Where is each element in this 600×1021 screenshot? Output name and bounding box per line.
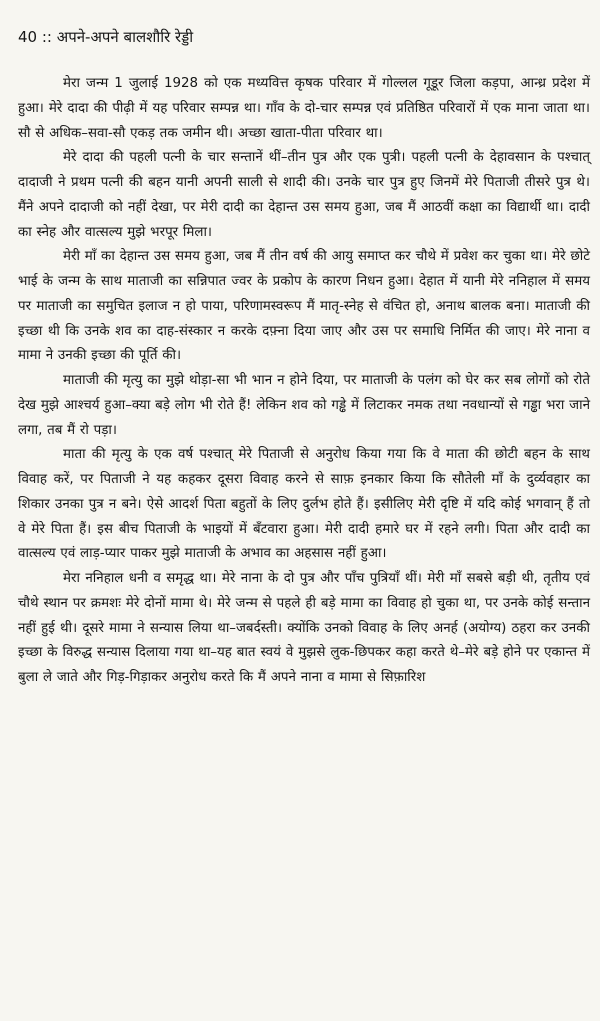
paragraph: मेरे दादा की पहली पत्नी के चार सन्तानें थीं–तीन पुत्र और एक पुत्री। पहली पत्नी के देहावसान के पश्चात् दादाजी ने प्रथम पत्नी की बहन यानी अपनी साली से शादी की। उनके चार पुत्र हुए जिनमें मेरे पिताजी तीसरे पुत्र थे। मैंने अपने दादाजी को नहीं देखा, पर मेरी दादी का देहान्त उस समय हुआ, जब मैं आठवीं कक्षा का विद्यार्थी था। दादी का स्नेह और वात्सल्य मुझे भरपूर मिला। — [18, 150, 590, 240]
paragraph: माता की मृत्यु के एक वर्ष पश्चात् मेरे पिताजी से अनुरोध किया गया कि वे माता की छोटी बहन के साथ विवाह करें, पर पिताजी ने यह कहकर दूसरा विवाह करने से साफ़ इनकार किया कि सौतेली माँ के दुर्व्यवहार का शिकार उनका पुत्र न बने। ऐसे आदर्श पिता बहुतों के लिए दुर्लभ होते हैं। इसीलिए मेरी दृष्टि में यदि कोई भगवान् हैं तो वे मेरे पिता हैं। इस बीच पिताजी के भाइयों में बँटवारा हुआ। मेरी दादी हमारे घर में रहने लगी। पिता और दादी का वात्सल्य एवं लाड़-प्यार पाकर मुझे माताजी के अभाव का अहसास नहीं हुआ। — [18, 447, 590, 562]
paragraph: मेरा जन्म 1 जुलाई 1928 को एक मध्यवित्त कृषक परिवार में गोल्लल गूडूर जिला कड़पा, आन्ध्र प्रदेश में हुआ। मेरे दादा की पीढ़ी में यह परिवार सम्पन्न था। गाँव के दो-चार सम्पन्न एवं प्रतिष्ठित परिवारों में एक माना जाता था। सौ से अधिक–सवा-सौ एकड़ तक जमीन थी। अच्छा खाता-पीता परिवार था। — [18, 76, 590, 141]
paragraph: माताजी की मृत्यु का मुझे थोड़ा-सा भी भान न होने दिया, पर माताजी के पलंग को घेर कर सब लोगों को रोते देख मुझे आश्चर्य हुआ–क्या बड़े लोग भी रोते हैं! लेकिन शव को गड्ढे में लिटाकर नमक तथा नवधान्यों से गड्ढा भरा जाने लगा, तब मैं रो पड़ा। — [18, 373, 590, 438]
running-head: 40 :: अपने-अपने बालशौरि रेड्डी — [18, 28, 194, 46]
paragraph: मेरा ननिहाल धनी व समृद्ध था। मेरे नाना के दो पुत्र और पाँच पुत्रियाँ थीं। मेरी माँ सबसे बड़ी थी, तृतीय एवं चौथे स्थान पर क्रमशः मेरे दोनों मामा थे। मेरे जन्म से पहले ही बड़े मामा का विवाह हो चुका था, पर उनके कोई सन्तान नहीं हुई थी। दूसरे मामा ने सन्यास लिया था–जबर्दस्ती। क्योंकि उनको विवाह के लिए अनर्ह (अयोग्य) ठहरा कर उनकी इच्छा के विरुद्ध सन्यास दिलाया गया था–यह बात स्वयं वे मुझसे लुक-छिपकर कहा करते थे–मेरे बड़े होने पर एकान्त में बुला ले जाते और गिड़-गिड़ाकर अनुरोध करते कि मैं अपने नाना व मामा से सिफ़ारिश — [18, 571, 590, 685]
body-text — [18, 72, 590, 691]
paragraph: मेरी माँ का देहान्त उस समय हुआ, जब मैं तीन वर्ष की आयु समाप्त कर चौथे में प्रवेश कर चुका था। मेरे छोटे भाई के जन्म के साथ माताजी का सन्निपात ज्वर के प्रकोप के कारण निधन हुआ। देहात में यानी मेरे ननिहाल में समय पर माताजी का समुचित इलाज न हो पाया, परिणामस्वरूप मैं मातृ-स्नेह से वंचित हो, अनाथ बालक बना। माताजी की इच्छा थी कि उनके शव का दाह-संस्कार न करके दफ़्ना दिया जाए और उस पर समाधि निर्मित की जाए। मेरे नाना व मामा ने उनकी इच्छा की पूर्ति की। — [18, 249, 590, 364]
